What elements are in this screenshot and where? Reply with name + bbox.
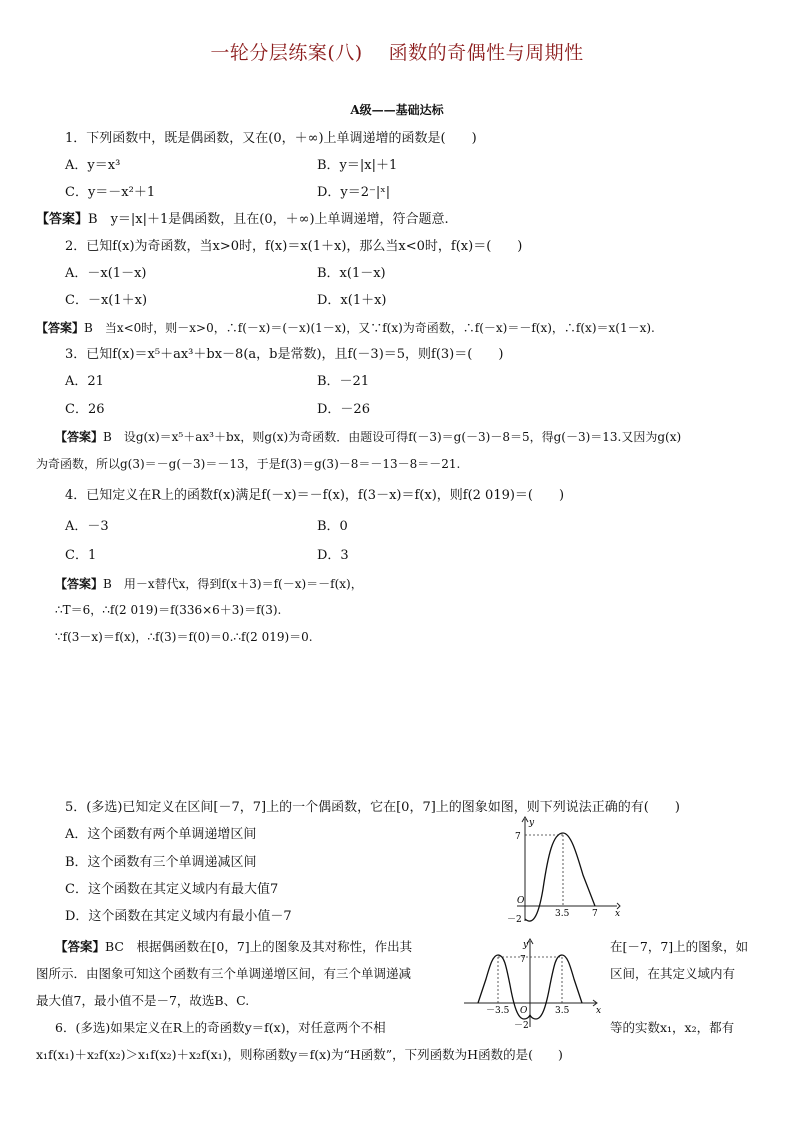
q5-answer-line2-right: 区间，在其定义域内有 — [610, 966, 736, 981]
q5-answer-text: BC 根据偶函数在[0，7]上的图象及其对称性，作出其 — [105, 939, 413, 954]
q2-option-a: A．－x(1－x) — [65, 266, 147, 281]
title-left: 一轮分层练案(八) — [210, 42, 363, 64]
q1-answer — [36, 211, 449, 229]
fig2-tick-y-neg2: －2 — [514, 1021, 529, 1031]
q4-answer-line3: ∵f(3－x)＝f(x)，∴f(3)＝f(0)＝0.∴f(2 019)＝0. — [55, 630, 313, 644]
q5-figure — [505, 815, 625, 927]
fig1-guides — [525, 835, 565, 906]
q3-answer-line2: 为奇函数，所以g(3)＝－g(－3)＝－13，于是f(3)＝g(3)－8＝－13－8＝－21. — [36, 457, 461, 471]
q2-option-d: D．x(1＋x) — [317, 293, 387, 308]
q1-stem: 1．下列函数中，既是偶函数，又在(0，＋∞)上单调递增的函数是( ) — [65, 131, 477, 146]
q3-option-b: B．－21 — [317, 374, 370, 389]
q1-option-a: A．y＝x³ — [65, 158, 121, 173]
fig2-y-label: y — [523, 940, 529, 950]
fig1-tick-x35: 3.5 — [555, 909, 570, 919]
q4-answer-line2: ∴T＝6，∴f(2 019)＝f(336×6＋3)＝f(3). — [55, 603, 282, 617]
fig1-tick-x7: 7 — [592, 909, 598, 919]
q5-option-d: D．这个函数在其定义域内有最小值－7 — [65, 909, 292, 924]
q1-option-b: B．y＝|x|＋1 — [317, 158, 398, 173]
q4-option-a: A．－3 — [65, 519, 109, 534]
q6-line1-right: 等的实数x₁，x₂，都有 — [610, 1020, 735, 1035]
q1-answer-text: B y＝|x|＋1是偶函数，且在(0，＋∞)上单调递增，符合题意. — [88, 212, 449, 227]
q5-answer-figure — [460, 935, 608, 1031]
q5-stem: 5．(多选)已知定义在区间[－7，7]上的一个偶函数，它在[0，7]上的图象如图，则下列说法正确的有( ) — [65, 800, 680, 815]
page-title — [0, 38, 794, 65]
q6-line2: x₁f(x₁)＋x₂f(x₂)＞x₁f(x₂)＋x₂f(x₁)，则称函数y＝f(x)为“H函数”，下列函数为H函数的是( ) — [36, 1047, 563, 1062]
answer-tag: 【答案】 — [55, 577, 104, 591]
q5-option-b: B．这个函数有三个单调递减区间 — [65, 855, 257, 870]
answer-tag: 【答案】 — [36, 212, 89, 227]
fig1-y-label: y — [529, 818, 535, 828]
fig1-curve — [525, 833, 595, 921]
q4-answer-text: B 用－x替代x，得到f(x＋3)＝f(－x)＝－f(x)， — [103, 577, 363, 591]
fig1-origin: O — [517, 896, 525, 906]
q5-answer-line3: 最大值7，最小值不是－7，故选B、C. — [36, 993, 250, 1008]
q2-option-b: B．x(1－x) — [317, 266, 386, 281]
q2-option-c: C．－x(1＋x) — [65, 293, 148, 308]
q5-answer-line1-left — [55, 938, 412, 956]
q4-option-b: B．0 — [317, 519, 348, 534]
q1-option-d: D．y＝2⁻|ˣ| — [317, 185, 391, 200]
q5-option-a: A．这个函数有两个单调递增区间 — [65, 827, 257, 842]
fig2-tick-y7: 7 — [520, 955, 526, 965]
fig1-tick-y7: 7 — [515, 832, 521, 842]
q4-option-c: C．1 — [65, 548, 97, 563]
q5-option-c: C．这个函数在其定义域内有最大值7 — [65, 882, 279, 897]
q4-answer-line1 — [55, 575, 363, 593]
answer-tag: 【答案】 — [55, 430, 104, 444]
answer-tag: 【答案】 — [55, 939, 106, 954]
fig2-tick-x-neg35: －3.5 — [486, 1006, 510, 1016]
q5-answer-line1-right: 在[－7，7]上的图象，如 — [610, 939, 749, 954]
q3-option-c: C．26 — [65, 402, 105, 417]
q3-answer-line1 — [55, 428, 681, 446]
q4-stem: 4．已知定义在R上的函数f(x)满足f(－x)＝－f(x)，f(3－x)＝f(x)，则f(2 019)＝( ) — [65, 488, 565, 503]
fig1-x-label: x — [615, 909, 621, 919]
q3-answer-text: B 设g(x)＝x⁵＋ax³＋bx，则g(x)为奇函数．由题设可得f(－3)＝g(－3)－8＝5，得g(－3)＝13.又因为g(x) — [103, 430, 682, 444]
fig1-tick-y-neg2: －2 — [507, 915, 522, 925]
q2-stem: 2．已知f(x)为奇函数，当x>0时，f(x)＝x(1＋x)，那么当x<0时，f(x)＝( ) — [65, 239, 523, 254]
title-right: 函数的奇偶性与周期性 — [388, 42, 584, 64]
section-heading: A级——基础达标 — [350, 103, 444, 117]
q2-answer — [36, 319, 655, 337]
q1-option-c: C．y＝－x²＋1 — [65, 185, 156, 200]
q3-option-d: D．－26 — [317, 402, 370, 417]
q4-option-d: D．3 — [317, 548, 349, 563]
q3-stem: 3．已知f(x)＝x⁵＋ax³＋bx－8(a，b是常数)，且f(－3)＝5，则f(3)＝( ) — [65, 347, 504, 362]
q3-option-a: A．21 — [65, 374, 104, 389]
q6-line1-left: 6．(多选)如果定义在R上的奇函数y＝f(x)，对任意两个不相 — [55, 1020, 386, 1035]
answer-tag: 【答案】 — [36, 321, 85, 335]
fig2-x-label: x — [596, 1006, 602, 1016]
fig2-origin: O — [520, 1006, 528, 1016]
fig2-tick-x35: 3.5 — [555, 1006, 570, 1016]
q5-answer-line2-left: 图所示．由图象可知这个函数有三个单调递增区间，有三个单调递减 — [36, 966, 412, 981]
q2-answer-text: B 当x<0时，则－x>0，∴f(－x)＝(－x)(1－x)，又∵f(x)为奇函数，∴f(－x)＝－f(x)，∴f(x)＝x(1－x). — [84, 321, 655, 335]
